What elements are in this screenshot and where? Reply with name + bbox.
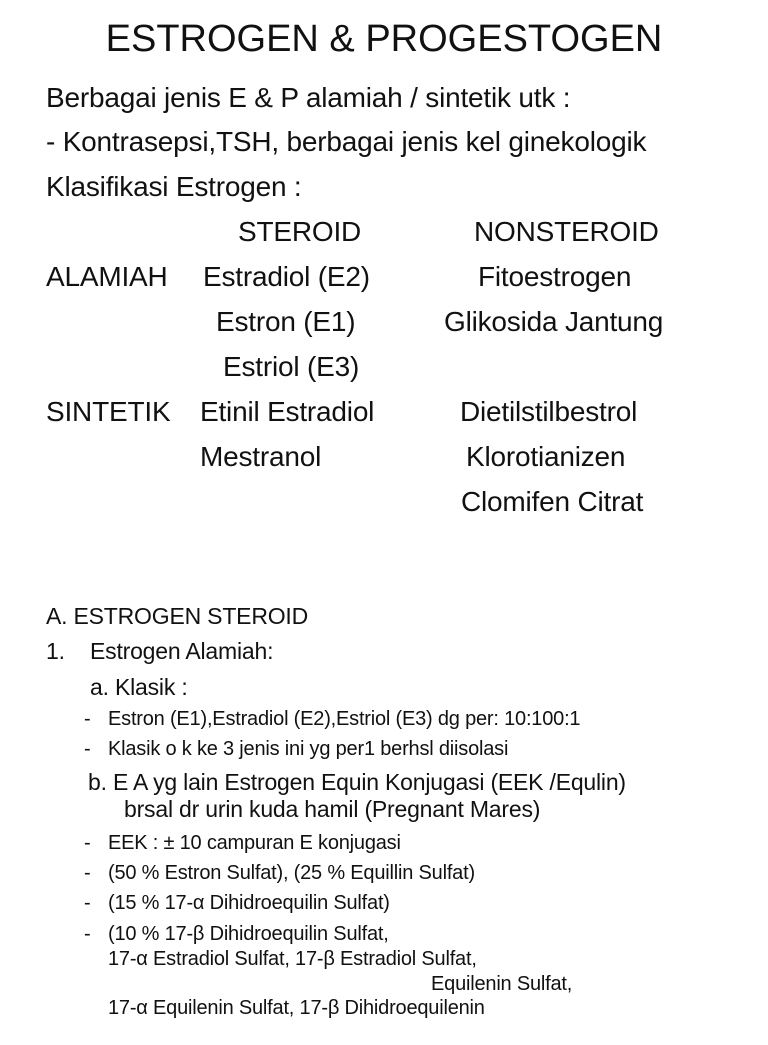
list-item: EEK : ± 10 campuran E konjugasi — [108, 832, 401, 854]
list-item: (10 % 17-β Dihidroequilin Sulfat, — [108, 923, 389, 945]
classification-heading: Klasifikasi Estrogen : — [46, 171, 302, 202]
list-item-continuation: 17-α Equilenin Sulfat, 17-β Dihidroequilenin — [108, 997, 485, 1019]
bullet-dash: - — [84, 923, 91, 945]
sub-heading-klasik: a. Klasik : — [90, 674, 188, 700]
sub-heading-equin-cont: brsal dr urin kuda hamil (Pregnant Mares) — [124, 796, 541, 822]
intro-line: Berbagai jenis E & P alamiah / sintetik utk : — [46, 82, 571, 113]
uses-line: - Kontrasepsi,TSH, berbagai jenis kel ginekologik — [46, 126, 647, 157]
item-label: Estrogen Alamiah: — [90, 638, 274, 664]
section-heading: A. ESTROGEN STEROID — [46, 603, 309, 629]
list-item: Estron (E1),Estradiol (E2),Estriol (E3) dg per: 10:100:1 — [108, 708, 581, 730]
table-cell: Glikosida Jantung — [444, 306, 664, 337]
bullet-dash: - — [84, 708, 91, 730]
bullet-dash: - — [84, 892, 91, 914]
slide-estrogen-steroid — [0, 585, 768, 1045]
table-cell: Estriol (E3) — [223, 351, 360, 382]
item-number: 1. — [46, 638, 65, 664]
bullet-dash: - — [84, 832, 91, 854]
list-item: (15 % 17-α Dihidroequilin Sulfat) — [108, 892, 390, 914]
table-cell: Estradiol (E2) — [203, 261, 370, 292]
table-cell: Klorotianizen — [466, 441, 626, 472]
list-item: (50 % Estron Sulfat), (25 % Equillin Sulfat) — [108, 862, 475, 884]
table-cell: Estron (E1) — [216, 306, 356, 337]
table-cell: Fitoestrogen — [478, 261, 632, 292]
row-label-alamiah: ALAMIAH — [46, 261, 168, 292]
sub-heading-equin: b. E A yg lain Estrogen Equin Konjugasi (EEK /Equlin) — [88, 769, 626, 795]
table-cell: Mestranol — [200, 441, 322, 472]
bullet-dash: - — [84, 862, 91, 884]
column-header-nonsteroid: NONSTEROID — [474, 216, 659, 247]
list-item-continuation: Equilenin Sulfat, — [431, 973, 573, 995]
column-header-steroid: STEROID — [238, 216, 362, 247]
list-item: Klasik o k ke 3 jenis ini yg per1 berhsl diisolasi — [108, 738, 509, 760]
bullet-dash: - — [84, 738, 91, 760]
slide-title: ESTROGEN & PROGESTOGEN — [105, 18, 663, 60]
row-label-sintetik: SINTETIK — [46, 396, 171, 427]
table-cell: Dietilstilbestrol — [460, 396, 638, 427]
list-item-continuation: 17-α Estradiol Sulfat, 17-β Estradiol Sulfat, — [108, 948, 477, 970]
table-cell: Clomifen Citrat — [461, 486, 644, 517]
table-cell: Etinil Estradiol — [200, 396, 375, 427]
